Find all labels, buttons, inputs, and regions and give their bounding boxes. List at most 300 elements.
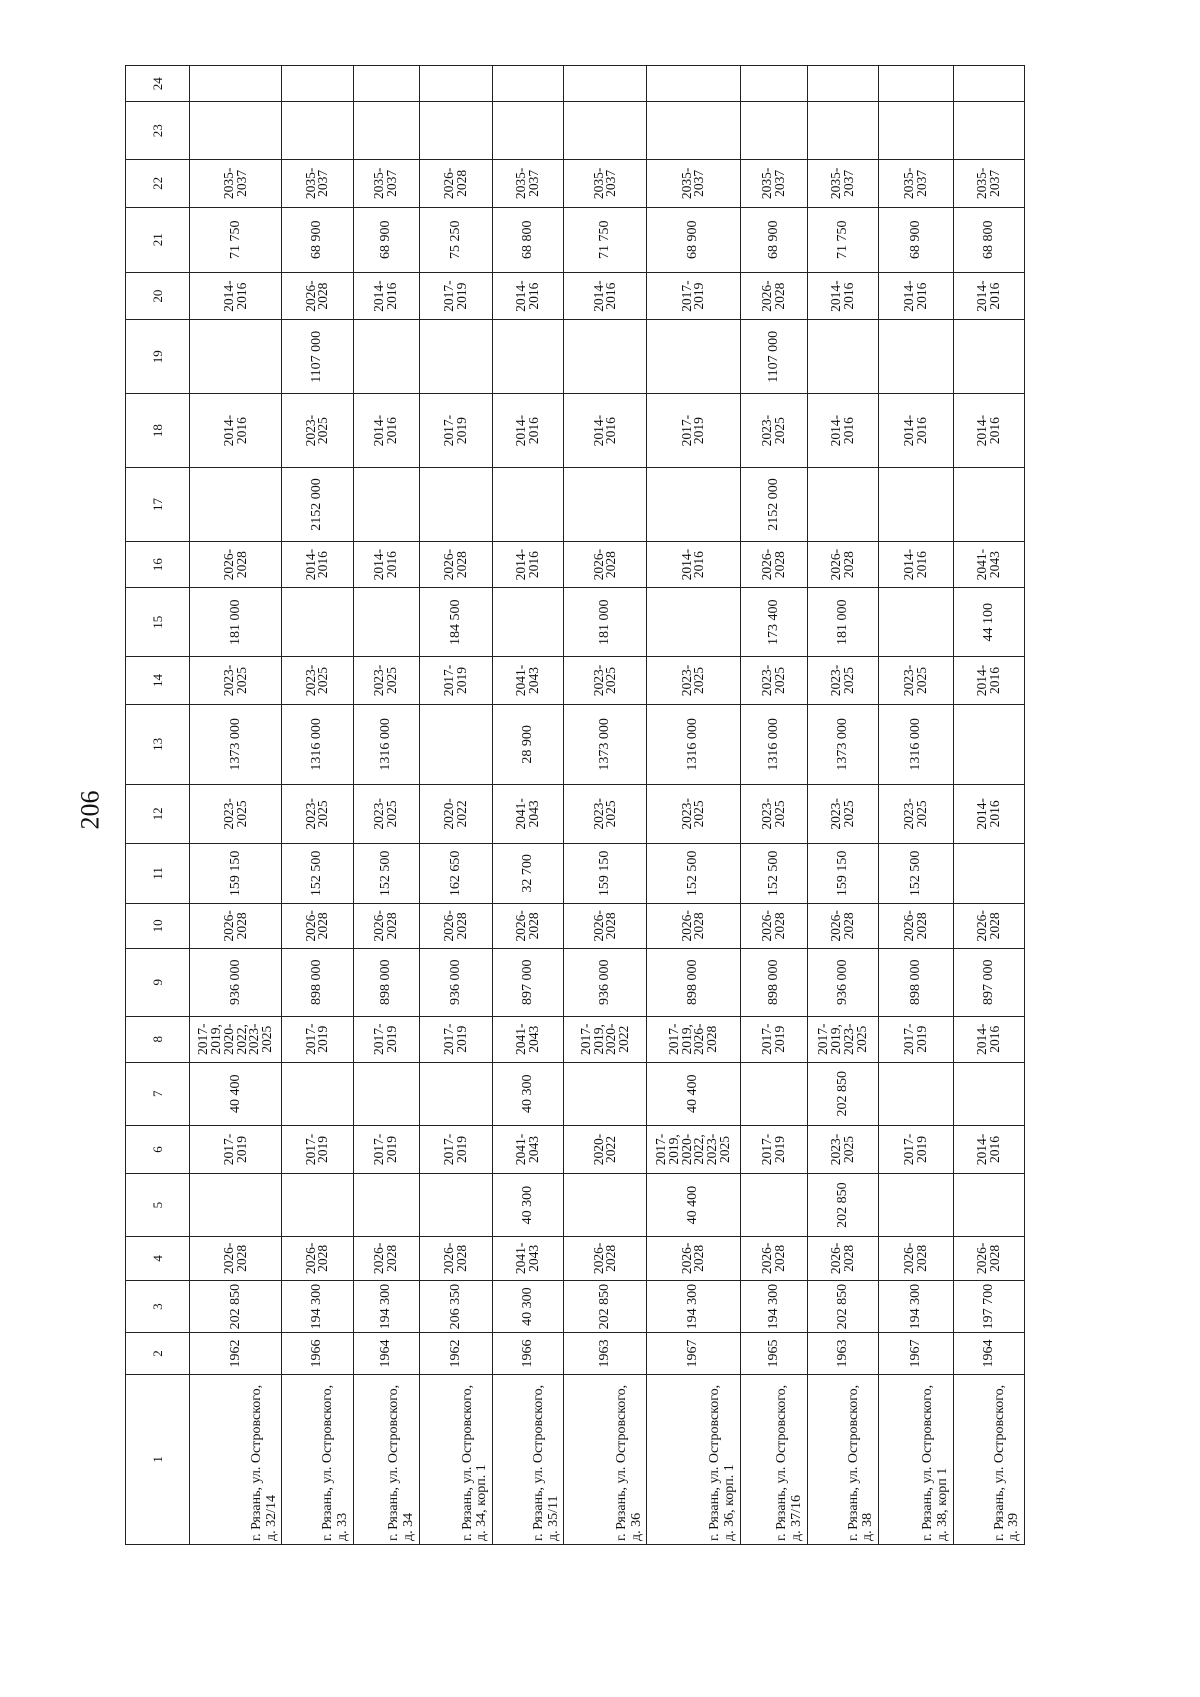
table-cell: 2035- 2037 <box>740 160 807 208</box>
year-cell: 1966 <box>282 1333 353 1374</box>
table-cell: 1107 000 <box>740 320 807 394</box>
table-cell: 2035- 2037 <box>493 160 564 208</box>
table-cell: 184 500 <box>419 588 492 657</box>
table-row <box>493 66 564 1545</box>
table-cell: 2014- 2016 <box>282 541 353 587</box>
year-cell: 1967 <box>647 1333 740 1374</box>
table-cell <box>647 66 740 103</box>
table-cell: 2035- 2037 <box>953 160 1024 208</box>
table-cell: 2017- 2019, 2026- 2028 <box>647 1016 740 1062</box>
table-cell: 2014- 2016 <box>493 394 564 468</box>
table-cell: 40 300 <box>493 1280 564 1333</box>
address-cell: г. Рязань, ул. Островского, д. 35/11 <box>493 1374 564 1544</box>
table-cell <box>740 66 807 103</box>
year-cell: 1964 <box>353 1333 419 1374</box>
year-cell: 1962 <box>419 1333 492 1374</box>
table-cell: 2035- 2037 <box>807 160 878 208</box>
table-cell: 159 150 <box>190 843 282 903</box>
address-cell: г. Рязань, ул. Островского, д. 37/16 <box>740 1374 807 1544</box>
table-cell: 206 350 <box>419 1280 492 1333</box>
table-cell: 2023- 2025 <box>647 784 740 843</box>
column-header-17: 17 <box>126 468 190 542</box>
year-cell: 1962 <box>190 1333 282 1374</box>
column-header-22: 22 <box>126 160 190 208</box>
table-cell: 202 850 <box>564 1280 647 1333</box>
table-cell: 40 300 <box>493 1174 564 1237</box>
column-header-4: 4 <box>126 1236 190 1280</box>
table-cell: 2026- 2028 <box>807 541 878 587</box>
table-cell <box>564 320 647 394</box>
year-cell: 1963 <box>564 1333 647 1374</box>
table-cell <box>953 1062 1024 1125</box>
table-cell: 2014- 2016 <box>807 272 878 320</box>
table-cell: 2017- 2019 <box>282 1016 353 1062</box>
table-cell: 2014- 2016 <box>353 394 419 468</box>
table-cell <box>419 320 492 394</box>
column-header-13: 13 <box>126 704 190 784</box>
table-cell: 1316 000 <box>879 704 953 784</box>
column-header-6: 6 <box>126 1125 190 1174</box>
table-cell: 152 500 <box>647 843 740 903</box>
table-cell: 181 000 <box>190 588 282 657</box>
column-header-7: 7 <box>126 1062 190 1125</box>
address-cell: г. Рязань, ул. Островского, д. 36 <box>564 1374 647 1544</box>
table-cell: 2017- 2019 <box>879 1125 953 1174</box>
table-cell: 181 000 <box>564 588 647 657</box>
table-cell: 2023- 2025 <box>879 657 953 705</box>
table-cell: 936 000 <box>190 948 282 1016</box>
table-cell: 2014- 2016 <box>953 1016 1024 1062</box>
table-cell: 2014- 2016 <box>879 394 953 468</box>
table-row <box>740 66 807 1545</box>
table-cell: 40 300 <box>493 1062 564 1125</box>
table-cell <box>190 66 282 103</box>
table-cell: 2026- 2028 <box>419 903 492 948</box>
table-cell <box>564 468 647 542</box>
table-cell: 898 000 <box>647 948 740 1016</box>
table-cell: 2026- 2028 <box>879 1236 953 1280</box>
table-cell: 936 000 <box>564 948 647 1016</box>
table-cell: 2017- 2019 <box>879 1016 953 1062</box>
table-cell: 2041- 2043 <box>493 1236 564 1280</box>
table-cell: 2026- 2028 <box>419 541 492 587</box>
table-cell: 2023- 2025 <box>807 657 878 705</box>
column-header-5: 5 <box>126 1174 190 1237</box>
table-cell: 2023- 2025 <box>353 657 419 705</box>
table-cell: 2023- 2025 <box>740 657 807 705</box>
table-cell: 1316 000 <box>647 704 740 784</box>
table-cell: 2023- 2025 <box>740 784 807 843</box>
table-cell <box>879 468 953 542</box>
table-cell: 1373 000 <box>807 704 878 784</box>
table-row <box>807 66 878 1545</box>
table-cell <box>807 468 878 542</box>
table-cell <box>353 1062 419 1125</box>
table-cell: 2017- 2019 <box>419 657 492 705</box>
table-cell: 202 850 <box>807 1280 878 1333</box>
table-cell: 162 650 <box>419 843 492 903</box>
column-header-10: 10 <box>126 903 190 948</box>
table-cell: 2026- 2028 <box>953 903 1024 948</box>
table-cell <box>807 66 878 103</box>
table-cell <box>190 468 282 542</box>
table-cell: 2017- 2019, 2020- 2022, 2023- 2025 <box>190 1016 282 1062</box>
table-cell: 936 000 <box>419 948 492 1016</box>
table-cell: 44 100 <box>953 588 1024 657</box>
table-cell: 2014- 2016 <box>879 541 953 587</box>
table-cell: 2152 000 <box>740 468 807 542</box>
table-cell <box>419 1062 492 1125</box>
table-cell: 152 500 <box>879 843 953 903</box>
table-cell <box>953 1174 1024 1237</box>
table-cell <box>953 320 1024 394</box>
table-cell: 2014- 2016 <box>353 272 419 320</box>
table-cell <box>419 468 492 542</box>
table-cell <box>282 66 353 103</box>
table-cell: 2026- 2028 <box>353 1236 419 1280</box>
table-cell: 2017- 2019 <box>419 272 492 320</box>
year-cell: 1967 <box>879 1333 953 1374</box>
table-cell: 2020- 2022 <box>564 1125 647 1174</box>
table-cell: 202 850 <box>807 1062 878 1125</box>
table-cell <box>190 320 282 394</box>
table-cell: 68 900 <box>879 207 953 272</box>
table-cell: 2023- 2025 <box>190 657 282 705</box>
table-cell <box>564 102 647 160</box>
table-cell: 2026- 2028 <box>282 903 353 948</box>
table-cell: 159 150 <box>807 843 878 903</box>
table-row <box>419 66 492 1545</box>
table-cell: 194 300 <box>740 1280 807 1333</box>
table-cell <box>419 66 492 103</box>
table-cell: 1316 000 <box>282 704 353 784</box>
table-cell: 2023- 2025 <box>647 657 740 705</box>
column-header-9: 9 <box>126 948 190 1016</box>
table-cell <box>740 1174 807 1237</box>
table-cell: 68 800 <box>493 207 564 272</box>
table-cell: 181 000 <box>807 588 878 657</box>
table-cell: 2014- 2016 <box>953 657 1024 705</box>
table-cell <box>564 66 647 103</box>
table-cell: 194 300 <box>647 1280 740 1333</box>
table-cell: 897 000 <box>493 948 564 1016</box>
table-cell: 2026- 2028 <box>564 903 647 948</box>
column-header-1: 1 <box>126 1374 190 1544</box>
table-cell: 2023- 2025 <box>282 657 353 705</box>
table-cell: 2023- 2025 <box>807 784 878 843</box>
table-cell: 2026- 2028 <box>807 1236 878 1280</box>
table-cell: 68 900 <box>647 207 740 272</box>
table-cell: 2026- 2028 <box>564 541 647 587</box>
table-cell: 194 300 <box>282 1280 353 1333</box>
table-cell: 2017- 2019, 2020- 2022 <box>564 1016 647 1062</box>
table-cell: 28 900 <box>493 704 564 784</box>
table-cell <box>879 1062 953 1125</box>
table-cell <box>419 102 492 160</box>
rotated-table-container <box>125 65 1025 1545</box>
table-cell: 152 500 <box>353 843 419 903</box>
table-cell: 2017- 2019 <box>190 1125 282 1174</box>
table-cell <box>419 1174 492 1237</box>
table-cell: 152 500 <box>282 843 353 903</box>
table-cell: 2017- 2019 <box>419 1016 492 1062</box>
table-cell: 2026- 2028 <box>953 1236 1024 1280</box>
table-row <box>190 66 282 1545</box>
table-cell: 32 700 <box>493 843 564 903</box>
table-cell: 2014- 2016 <box>190 394 282 468</box>
table-cell <box>353 320 419 394</box>
table-cell: 2014- 2016 <box>953 272 1024 320</box>
table-cell: 2014- 2016 <box>879 272 953 320</box>
address-cell: г. Рязань, ул. Островского, д. 38, корп 1 <box>879 1374 953 1544</box>
table-cell <box>953 843 1024 903</box>
table-cell <box>647 102 740 160</box>
table-cell: 2020- 2022 <box>419 784 492 843</box>
table-cell: 1107 000 <box>282 320 353 394</box>
table-cell: 2026- 2028 <box>190 541 282 587</box>
table-cell <box>282 1062 353 1125</box>
column-header-8: 8 <box>126 1016 190 1062</box>
column-header-15: 15 <box>126 588 190 657</box>
table-cell: 1373 000 <box>564 704 647 784</box>
table-cell: 898 000 <box>282 948 353 1016</box>
table-cell: 71 750 <box>807 207 878 272</box>
table-cell: 68 800 <box>953 207 1024 272</box>
table-cell <box>807 102 878 160</box>
year-cell: 1963 <box>807 1333 878 1374</box>
table-cell <box>953 102 1024 160</box>
column-header-11: 11 <box>126 843 190 903</box>
table-body <box>190 66 1025 1545</box>
table-cell <box>353 66 419 103</box>
table-cell <box>879 66 953 103</box>
table-cell: 2041- 2043 <box>493 1125 564 1174</box>
address-cell: г. Рязань, ул. Островского, д. 33 <box>282 1374 353 1544</box>
table-cell: 159 150 <box>564 843 647 903</box>
table-row <box>353 66 419 1545</box>
table-cell <box>647 320 740 394</box>
table-cell: 2026- 2028 <box>190 1236 282 1280</box>
column-header-19: 19 <box>126 320 190 394</box>
table-cell <box>190 102 282 160</box>
table-cell: 2017- 2019, 2023- 2025 <box>807 1016 878 1062</box>
table-cell <box>190 1174 282 1237</box>
table-cell: 2026- 2028 <box>564 1236 647 1280</box>
table-cell: 2023- 2025 <box>879 784 953 843</box>
table-cell: 2035- 2037 <box>879 160 953 208</box>
table-cell: 40 400 <box>647 1174 740 1237</box>
table-cell <box>564 1174 647 1237</box>
table-cell: 2014- 2016 <box>564 394 647 468</box>
column-header-20: 20 <box>126 272 190 320</box>
table-cell <box>879 102 953 160</box>
table-cell: 2035- 2037 <box>190 160 282 208</box>
table-cell: 2017- 2019 <box>419 1125 492 1174</box>
table-cell: 2026- 2028 <box>740 541 807 587</box>
address-cell: г. Рязань, ул. Островского, д. 38 <box>807 1374 878 1544</box>
table-row <box>953 66 1024 1545</box>
table-cell <box>879 588 953 657</box>
column-header-18: 18 <box>126 394 190 468</box>
column-number-row <box>126 66 190 1545</box>
table-cell: 2041- 2043 <box>493 784 564 843</box>
table-cell: 2026- 2028 <box>647 903 740 948</box>
table-cell: 2014- 2016 <box>807 394 878 468</box>
table-cell <box>493 66 564 103</box>
table-cell: 2014- 2016 <box>953 1125 1024 1174</box>
table-cell: 2017- 2019 <box>282 1125 353 1174</box>
table-cell: 2017- 2019 <box>740 1125 807 1174</box>
table-row <box>564 66 647 1545</box>
column-header-12: 12 <box>126 784 190 843</box>
table-cell <box>353 1174 419 1237</box>
table-cell: 2023- 2025 <box>282 784 353 843</box>
table-cell: 194 300 <box>879 1280 953 1333</box>
table-cell: 2026- 2028 <box>419 160 492 208</box>
table-cell: 898 000 <box>879 948 953 1016</box>
register-table <box>125 65 1025 1545</box>
table-cell: 2014- 2016 <box>564 272 647 320</box>
column-header-21: 21 <box>126 207 190 272</box>
table-cell <box>953 704 1024 784</box>
table-cell: 1316 000 <box>353 704 419 784</box>
table-cell: 75 250 <box>419 207 492 272</box>
table-cell: 2017- 2019 <box>419 394 492 468</box>
column-header-3: 3 <box>126 1280 190 1333</box>
table-cell: 2023- 2025 <box>282 394 353 468</box>
table-cell: 2035- 2037 <box>353 160 419 208</box>
table-cell: 2035- 2037 <box>564 160 647 208</box>
table-cell: 40 400 <box>190 1062 282 1125</box>
table-cell: 2026- 2028 <box>419 1236 492 1280</box>
table-cell: 71 750 <box>190 207 282 272</box>
table-cell: 2014- 2016 <box>953 784 1024 843</box>
table-cell: 173 400 <box>740 588 807 657</box>
table-cell <box>353 588 419 657</box>
table-cell: 2014- 2016 <box>493 541 564 587</box>
table-cell: 68 900 <box>740 207 807 272</box>
table-cell: 2017- 2019 <box>647 272 740 320</box>
table-cell: 2014- 2016 <box>190 272 282 320</box>
table-cell: 2026- 2028 <box>879 903 953 948</box>
table-cell: 202 850 <box>807 1174 878 1237</box>
table-cell: 2017- 2019 <box>740 1016 807 1062</box>
table-cell: 68 900 <box>282 207 353 272</box>
table-cell: 898 000 <box>353 948 419 1016</box>
address-cell: г. Рязань, ул. Островского, д. 34, корп. 1 <box>419 1374 492 1544</box>
address-cell: г. Рязань, ул. Островского, д. 32/14 <box>190 1374 282 1544</box>
table-cell <box>419 704 492 784</box>
table-cell: 897 000 <box>953 948 1024 1016</box>
table-cell <box>953 66 1024 103</box>
table-cell <box>807 320 878 394</box>
table-cell <box>493 320 564 394</box>
table-cell <box>564 1062 647 1125</box>
address-cell: г. Рязань, ул. Островского, д. 34 <box>353 1374 419 1544</box>
table-cell: 2041- 2043 <box>493 657 564 705</box>
page-number <box>70 780 110 840</box>
year-cell: 1966 <box>493 1333 564 1374</box>
table-cell: 2014- 2016 <box>953 394 1024 468</box>
table-cell: 1373 000 <box>190 704 282 784</box>
address-cell: г. Рязань, ул. Островского, д. 36, корп. 1 <box>647 1374 740 1544</box>
table-cell <box>953 468 1024 542</box>
table-cell: 40 400 <box>647 1062 740 1125</box>
table-cell <box>353 102 419 160</box>
table-cell: 2026- 2028 <box>647 1236 740 1280</box>
table-cell: 194 300 <box>353 1280 419 1333</box>
table-cell <box>353 468 419 542</box>
table-cell <box>647 588 740 657</box>
table-cell: 2023- 2025 <box>353 784 419 843</box>
column-header-16: 16 <box>126 541 190 587</box>
column-header-24: 24 <box>126 66 190 103</box>
table-cell: 2026- 2028 <box>740 272 807 320</box>
table-cell: 2026- 2028 <box>353 903 419 948</box>
page-number-text: 206 <box>75 790 104 830</box>
table-cell: 2014- 2016 <box>353 541 419 587</box>
table-cell: 2152 000 <box>282 468 353 542</box>
table-cell: 2026- 2028 <box>740 1236 807 1280</box>
table-cell: 2041- 2043 <box>953 541 1024 587</box>
table-cell <box>879 320 953 394</box>
table-cell: 68 900 <box>353 207 419 272</box>
table-cell: 2017- 2019 <box>353 1016 419 1062</box>
table-cell <box>282 588 353 657</box>
table-cell <box>740 1062 807 1125</box>
table-cell: 2023- 2025 <box>807 1125 878 1174</box>
year-cell: 1965 <box>740 1333 807 1374</box>
column-header-2: 2 <box>126 1333 190 1374</box>
table-row <box>879 66 953 1545</box>
year-cell: 1964 <box>953 1333 1024 1374</box>
table-cell: 2041- 2043 <box>493 1016 564 1062</box>
table-cell <box>282 102 353 160</box>
table-cell: 197 700 <box>953 1280 1024 1333</box>
table-cell: 202 850 <box>190 1280 282 1333</box>
table-cell: 2026- 2028 <box>190 903 282 948</box>
table-cell <box>282 1174 353 1237</box>
table-cell: 2023- 2025 <box>564 657 647 705</box>
table-cell: 2017- 2019 <box>647 394 740 468</box>
table-cell: 2017- 2019 <box>353 1125 419 1174</box>
table-cell: 1316 000 <box>740 704 807 784</box>
table-cell <box>879 1174 953 1237</box>
table-cell: 152 500 <box>740 843 807 903</box>
table-cell: 71 750 <box>564 207 647 272</box>
column-header-14: 14 <box>126 657 190 705</box>
table-cell <box>647 468 740 542</box>
table-cell <box>493 102 564 160</box>
table-cell: 2023- 2025 <box>190 784 282 843</box>
table-cell: 2023- 2025 <box>564 784 647 843</box>
table-cell: 2035- 2037 <box>647 160 740 208</box>
table-cell <box>493 468 564 542</box>
table-cell <box>493 588 564 657</box>
table-cell: 898 000 <box>740 948 807 1016</box>
table-cell: 2026- 2028 <box>807 903 878 948</box>
table-cell: 2014- 2016 <box>647 541 740 587</box>
table-cell: 2026- 2028 <box>282 272 353 320</box>
table-cell: 2023- 2025 <box>740 394 807 468</box>
table-cell: 936 000 <box>807 948 878 1016</box>
table-cell <box>740 102 807 160</box>
table-cell: 2014- 2016 <box>493 272 564 320</box>
column-header-23: 23 <box>126 102 190 160</box>
table-cell: 2035- 2037 <box>282 160 353 208</box>
table-row <box>647 66 740 1545</box>
address-cell: г. Рязань, ул. Островского, д. 39 <box>953 1374 1024 1544</box>
